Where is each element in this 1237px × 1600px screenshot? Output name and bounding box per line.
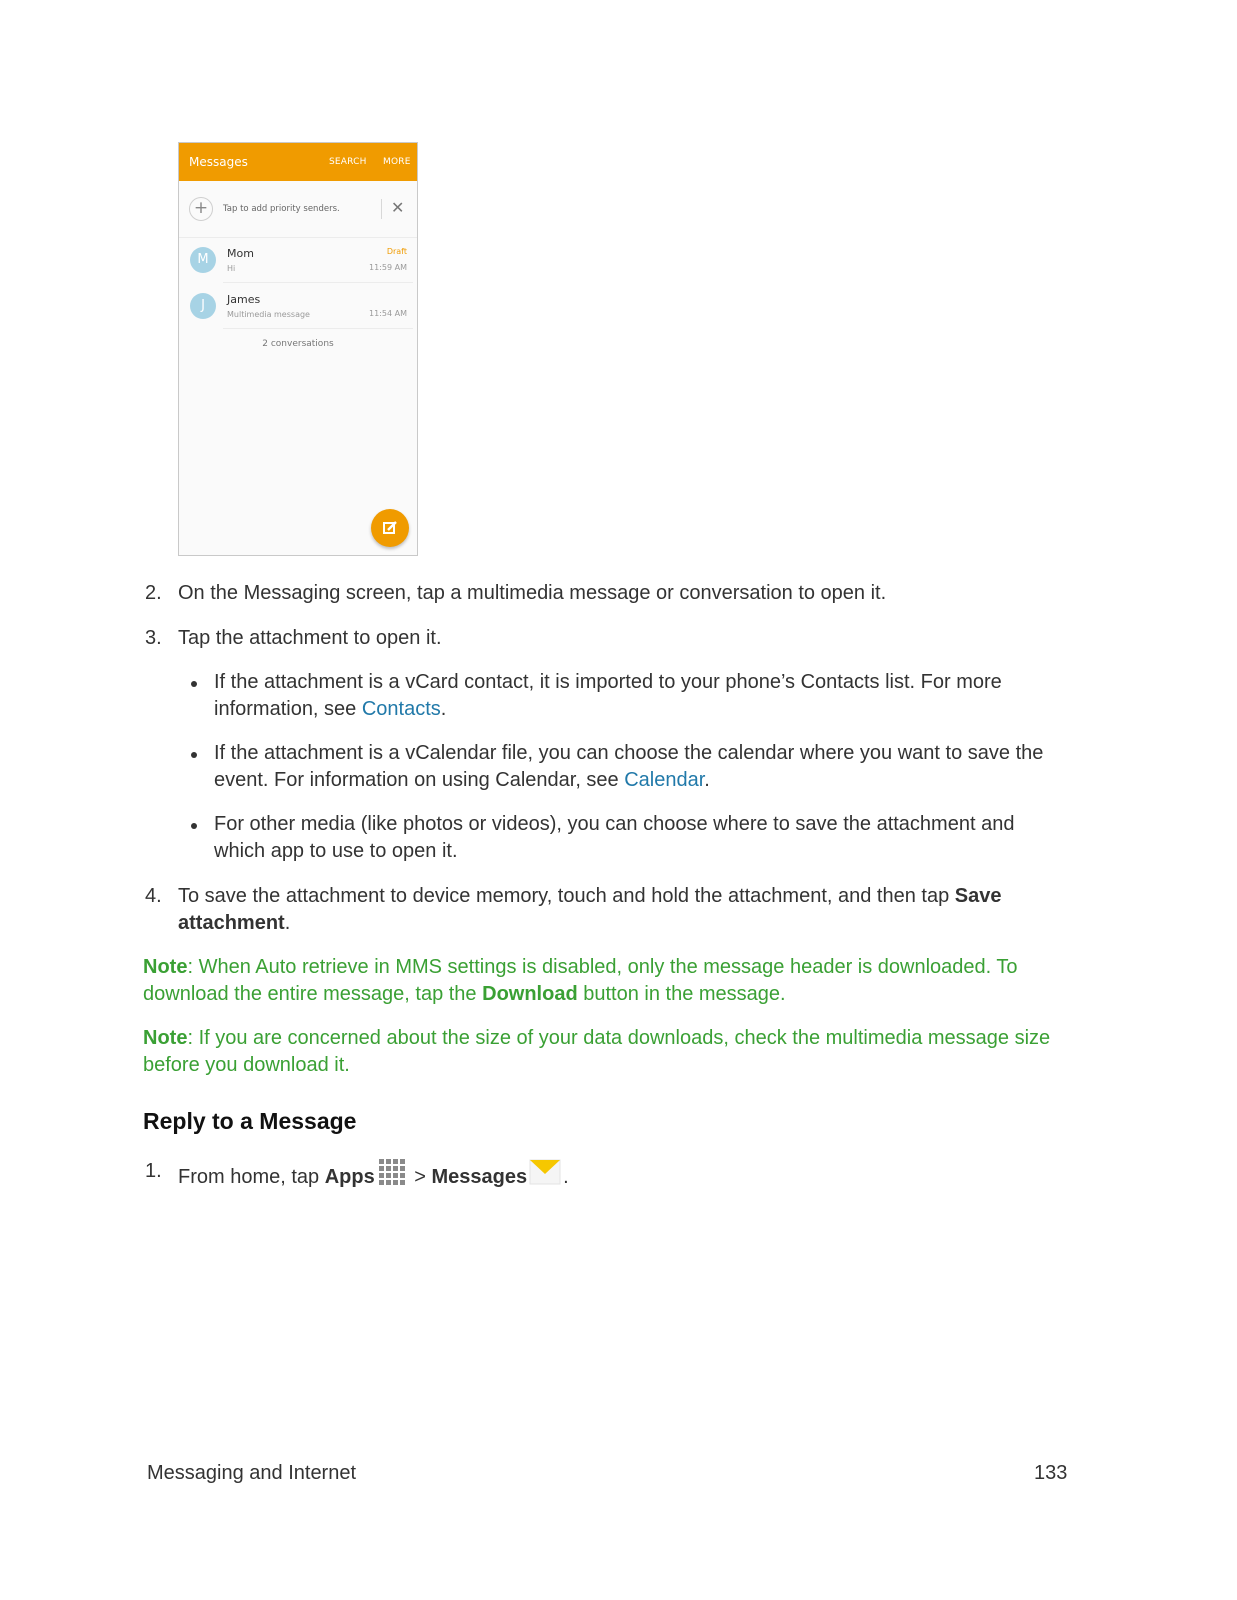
step-number: 3. bbox=[145, 627, 162, 649]
search-button[interactable]: SEARCH bbox=[329, 157, 367, 167]
page-number: 133 bbox=[1034, 1462, 1068, 1484]
compose-icon bbox=[382, 520, 398, 536]
priority-senders-hint: Tap to add priority senders. bbox=[223, 204, 340, 214]
note-body: : If you are concerned about the size of your data downloads, check the multimedia message size before you download it. bbox=[143, 1027, 1051, 1076]
app-title: Messages bbox=[189, 155, 248, 169]
conversation-item[interactable] bbox=[179, 237, 417, 283]
punctuation: . bbox=[704, 769, 710, 791]
separator: > bbox=[408, 1166, 432, 1188]
step-number: 1. bbox=[145, 1160, 162, 1182]
bullet-body: If the attachment is a vCard contact, it is imported to your phone’s Contacts list. For more information, see bbox=[214, 671, 1002, 720]
punctuation: . bbox=[440, 698, 447, 720]
compose-button[interactable] bbox=[371, 509, 409, 547]
priority-senders-bar[interactable] bbox=[179, 181, 417, 238]
step-text bbox=[178, 1158, 1063, 1191]
punctuation: . bbox=[284, 912, 291, 934]
divider bbox=[223, 328, 413, 329]
bullet-text bbox=[214, 740, 1064, 794]
step-text: On the Messaging screen, tap a multimedia message or conversation to open it. bbox=[178, 582, 887, 604]
note-data-size bbox=[143, 1025, 1073, 1079]
contact-name: Mom bbox=[227, 247, 254, 260]
note-auto-retrieve bbox=[143, 954, 1073, 1008]
message-snippet: Hi bbox=[227, 264, 236, 273]
apps-grid-icon bbox=[378, 1158, 406, 1186]
footer-section-title: Messaging and Internet bbox=[147, 1462, 357, 1484]
draft-badge: Draft bbox=[386, 247, 407, 256]
bullet-dot bbox=[191, 681, 197, 687]
message-time: 11:54 AM bbox=[369, 309, 407, 318]
calendar-link[interactable]: Calendar bbox=[624, 769, 705, 791]
conversation-item[interactable] bbox=[179, 283, 417, 329]
messages-label: Messages bbox=[431, 1166, 528, 1188]
contacts-link[interactable]: Contacts bbox=[361, 698, 441, 720]
message-time: 11:59 AM bbox=[369, 263, 407, 272]
download-label: Download bbox=[482, 983, 578, 1005]
bullet-dot bbox=[191, 823, 197, 829]
message-snippet: Multimedia message bbox=[227, 310, 310, 319]
plus-icon[interactable]: + bbox=[189, 197, 213, 221]
bullet-body: If the attachment is a vCalendar file, you can choose the calendar where you want to save the event. For information on using Calendar, see bbox=[214, 742, 1044, 791]
note-body: : When Auto retrieve in MMS settings is disabled, only the message header is downloaded. To download the entire message, tap the bbox=[143, 956, 1018, 1005]
conversation-count: 2 conversations bbox=[262, 339, 334, 349]
messages-app-screenshot bbox=[178, 142, 418, 556]
avatar: J bbox=[190, 293, 216, 319]
bullet-dot bbox=[191, 752, 197, 758]
contact-name: James bbox=[227, 293, 261, 306]
step-number: 2. bbox=[145, 582, 162, 604]
step-body: From home, tap bbox=[178, 1166, 325, 1188]
messages-envelope-icon bbox=[529, 1158, 561, 1186]
save-attachment-label: Save attachment bbox=[178, 885, 1002, 934]
app-bar bbox=[179, 143, 417, 181]
step-text bbox=[178, 883, 1063, 937]
bullet-text bbox=[214, 669, 1064, 723]
step-number: 4. bbox=[145, 885, 162, 907]
note-body-end: button in the message. bbox=[577, 983, 786, 1005]
note-label: Note bbox=[143, 956, 188, 978]
bullet-text: For other media (like photos or videos), you can choose where to save the attachment and which app to use to open it. bbox=[214, 813, 1015, 862]
avatar: M bbox=[190, 247, 216, 273]
apps-label: Apps bbox=[324, 1166, 375, 1188]
divider bbox=[381, 199, 382, 219]
step-body: To save the attachment to device memory, touch and hold the attachment, and then tap bbox=[178, 885, 955, 907]
close-icon[interactable]: ✕ bbox=[391, 198, 405, 217]
note-label: Note bbox=[143, 1027, 188, 1049]
punctuation: . bbox=[563, 1166, 569, 1188]
step-text: Tap the attachment to open it. bbox=[178, 627, 442, 649]
section-heading: Reply to a Message bbox=[143, 1108, 357, 1134]
more-button[interactable]: MORE bbox=[383, 157, 411, 167]
